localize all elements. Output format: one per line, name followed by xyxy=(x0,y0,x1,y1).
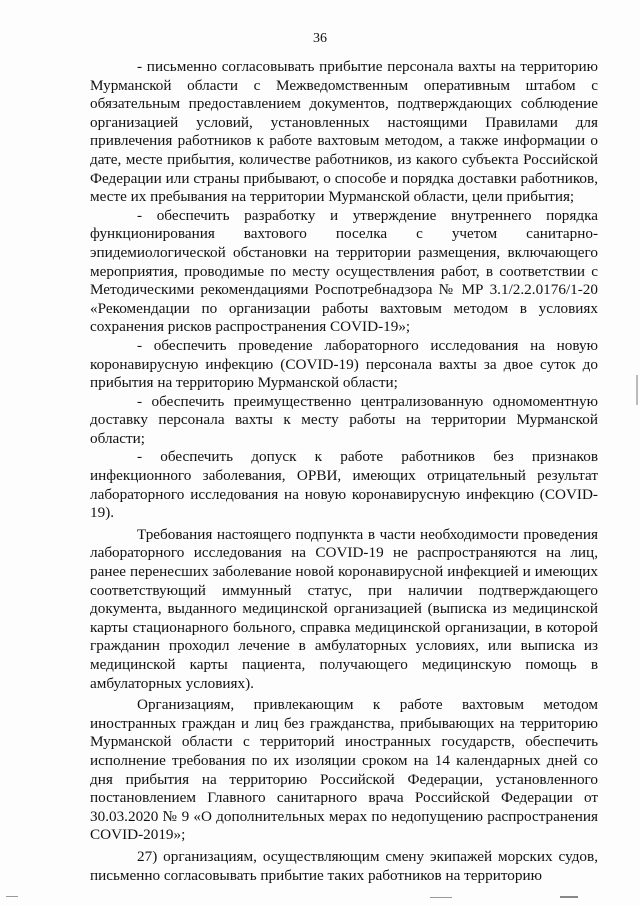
paragraph: 27) организациям, осуществляющим смену экипажей морских судов, письменно согласовывать прибытие таких работников на территорию xyxy=(90,847,598,884)
paragraph: - обеспечить допуск к работе работников без признаков инфекционного заболевания, ОРВИ, имеющих отрицательный результат лабораторного исследования на новую коронавирусную инфекцию (COVID-19). xyxy=(90,448,598,522)
paragraph: - письменно согласовывать прибытие персонала вахты на территорию Мурманской области с Межведомственным оперативным штабом с обязательным предоставлением документов, подтверждающих соблюдение организацией условий, установленных настоящими Правилами для привлечения работников к работе вахтовым методом, а также информации о дате, месте прибытия, количестве работников, из какого субъекта Российской Федерации или страны прибывают, о способе и порядка доставки работников, месте их пребывания на территории Мурманской области, цели прибытия; xyxy=(90,58,598,206)
page-number: 36 xyxy=(313,31,327,46)
paragraph: Требования настоящего подпункта в части необходимости проведения лабораторного исследования на COVID-19 не распространяются на лиц, ранее перенесших заболевание новой коронавирусной инфекцией и имеющих соответствующий иммунный статус, при наличии подтверждающего документа, выданного медицинской организацией (выписка из медицинской карты стационарного больного, справка медицинской организации, в которой гражданин проходил лечение в амбулаторных условиях, или выписка из медицинской карты пациента, получающего медицинскую помощь в амбулаторных условиях). xyxy=(90,525,598,692)
scan-artifact xyxy=(6,896,18,897)
scan-artifact xyxy=(430,897,452,898)
paragraph: - обеспечить преимущественно централизованную одномоментную доставку персонала вахты к месту работы на территории Мурманской области; xyxy=(90,392,598,447)
scan-artifact xyxy=(560,896,578,898)
paragraph: Организациям, привлекающим к работе вахтовым методом иностранных граждан и лиц без гражданства, прибывающих на территорию Мурманской области с территорий иностранных государств, обеспечить исполнение требования по их изоляции сроком на 14 календарных дней со дня прибытия на территорию Российской Федерации, установленного постановлением Главного санитарного врача Российской Федерации от 30.03.2020 № 9 «О дополнительных мерах по недопущению распространения COVID-2019»; xyxy=(90,696,598,844)
scan-artifact xyxy=(636,375,638,405)
paragraph: - обеспечить проведение лабораторного исследования на новую коронавирусную инфекцию (COVID-19) персонала вахты за двое суток до прибытия на территорию Мурманской области; xyxy=(90,336,598,392)
paragraph: - обеспечить разработку и утверждение внутреннего порядка функционирования вахтового поселка с учетом санитарно-эпидемиологической обстановки на территории размещения, включающего мероприятия, проводимые по месту осуществления работ, в соответствии с Методическими рекомендациями Роспотребнадзора № МР 3.1/2.2.0176/1-20 «Рекомендации по организации работы вахтовым методом в условиях сохранения рисков распространения COVID-19»; xyxy=(90,206,598,336)
document-body xyxy=(90,58,598,885)
